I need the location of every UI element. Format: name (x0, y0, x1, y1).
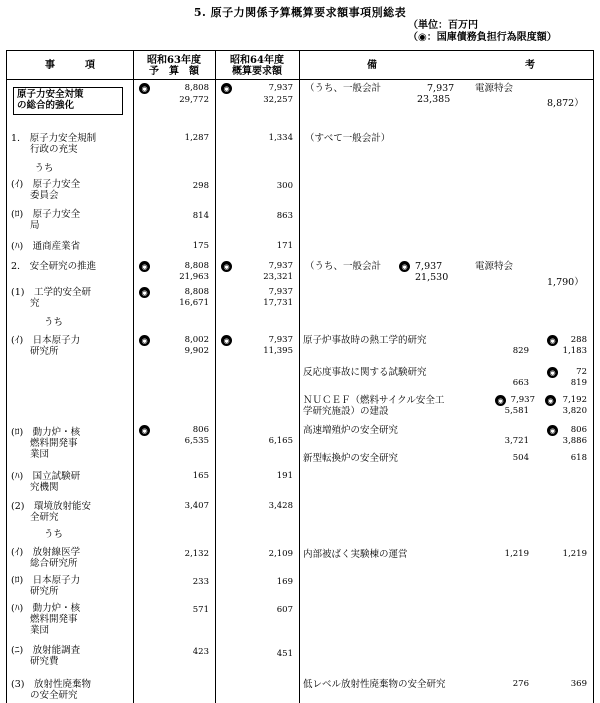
fy63-amount: 814 (192, 211, 209, 221)
unit-line-1: （単位：百万円 (408, 20, 478, 31)
fy64-debt: 7,937 (268, 261, 293, 271)
marker-icon: ◉ (547, 425, 558, 436)
row-label-4: (ﾛ) 原子力安全 局 (11, 209, 81, 231)
remark-value: 1,219 (562, 549, 587, 559)
remark-text: ＮＵＣＥＦ（燃料サイクル安全工 (303, 395, 445, 406)
fy64-amount: 300 (276, 181, 293, 191)
remark-text: 高速増殖炉の安全研究 (303, 425, 399, 436)
fy63-amount: 423 (192, 647, 209, 657)
row-label-3: (ｲ) 原子力安全 委員会 (11, 179, 81, 201)
fy64-amount: 451 (276, 649, 293, 659)
remark-special: 電源特会 (475, 261, 514, 272)
remark-text: 原子炉事故時の熱工学的研究 (303, 335, 427, 346)
row-label-0: 原子力安全対策 の総合的強化 (17, 89, 84, 111)
header-item: 事 項 (45, 60, 95, 71)
fy63-amount: 29,772 (179, 95, 209, 105)
fy64-amount: 17,731 (263, 298, 293, 308)
marker-icon: ◉ (139, 287, 150, 298)
fy63-amount: 165 (192, 471, 209, 481)
row-label-8: うち (25, 317, 64, 328)
fy64-debt: 7,937 (268, 83, 293, 93)
row-label-1: 1. 原子力安全規制 行政の充実 (11, 133, 97, 155)
marker-icon: ◉ (221, 335, 232, 346)
remark-value: 1,219 (504, 549, 529, 559)
remark-value: 1,790） (547, 277, 584, 288)
fy63-debt: 806 (192, 425, 209, 435)
remark-value: 504 (512, 453, 529, 463)
remark-text: 新型転換炉の安全研究 (303, 453, 399, 464)
row-label-6: 2. 安全研究の推進 (11, 261, 97, 272)
remark-value: 3,721 (504, 436, 529, 446)
row-label-9: (ｲ) 日本原子力 研究所 (11, 335, 81, 357)
row-label-15: (ﾛ) 日本原子力 研究所 (11, 575, 81, 597)
header-fy64-line2: 概算要求額 (232, 66, 282, 77)
fy64-debt: 7,937 (268, 335, 293, 345)
remark-value: 7,937 (510, 395, 535, 405)
fy64-amount: 2,109 (268, 549, 293, 559)
marker-icon: ◉ (139, 261, 150, 272)
header-fy64-line1: 昭和64年度 (230, 55, 284, 66)
fy63-amount: 3,407 (184, 501, 209, 511)
remark-text: 反応度事故に関する試験研究 (303, 367, 427, 378)
header-fy63-line1: 昭和63年度 (147, 55, 201, 66)
remark-value: 23,385 (417, 94, 451, 105)
marker-icon: ◉ (139, 425, 150, 436)
fy64-amount: 863 (276, 211, 293, 221)
marker-icon: ◉ (399, 261, 410, 272)
row-label-14: (ｲ) 放射線医学 総合研究所 (11, 547, 81, 569)
fy63-debt: 8,808 (184, 287, 209, 297)
marker-icon: ◉ (547, 367, 558, 378)
fy63-amount: 2,132 (184, 549, 209, 559)
remark-general: （うち、一般会計 (305, 83, 382, 94)
remark-value: 1,183 (562, 346, 587, 356)
row-label-18: (3) 放射性廃棄物 の安全研究 (11, 679, 91, 701)
remark-value: 618 (570, 453, 587, 463)
row-label-12: (2) 環境放射能安 全研究 (11, 501, 91, 523)
header-fy63 (133, 55, 215, 77)
remark-special: 電源特会 (475, 83, 514, 94)
row-label-17: (ﾆ) 放射能調査 研究費 (11, 645, 81, 667)
fy64-amount: 6,165 (268, 436, 293, 446)
fy63-amount: 6,535 (184, 436, 209, 446)
fy64-amount: 11,395 (263, 346, 293, 356)
row-label-16: (ﾊ) 動力炉・核 燃料開発事 業団 (11, 603, 81, 636)
fy63-amount: 16,671 (179, 298, 209, 308)
remark-text: 低レベル放射性廃棄物の安全研究 (303, 679, 446, 690)
remark-value: 3,820 (562, 406, 587, 416)
fy64-debt: 7,937 (268, 287, 293, 297)
marker-icon: ◉ (221, 83, 232, 94)
marker-icon: ◉ (495, 395, 506, 406)
fy63-debt: 8,808 (184, 83, 209, 93)
remark-value: 288 (570, 335, 587, 345)
fy64-amount: 171 (276, 241, 293, 251)
fy63-amount: 9,902 (184, 346, 209, 356)
remark-text: （すべて一般会計） (305, 133, 391, 144)
fy64-amount: 1,334 (268, 133, 293, 143)
row-label-2: うち (25, 163, 54, 174)
fy63-amount: 21,963 (179, 272, 209, 282)
remark-value: 21,530 (415, 272, 449, 283)
unit-line-2: （◉：国庫債務負担行為限度額） (408, 32, 557, 43)
fy63-amount: 233 (192, 577, 209, 587)
fy63-debt: 8,002 (184, 335, 209, 345)
remark-value: 3,886 (562, 436, 587, 446)
row-label-11: (ﾊ) 国立試験研 究機関 (11, 471, 81, 493)
marker-icon: ◉ (545, 395, 556, 406)
col-divider-2 (215, 51, 216, 703)
row-label-13: うち (25, 529, 64, 540)
remark-value: 7,937 (415, 261, 443, 272)
remark-value: 819 (570, 378, 587, 388)
fy64-amount: 23,321 (263, 272, 293, 282)
remark-value: 5,581 (504, 406, 529, 416)
fy63-amount: 571 (192, 605, 209, 615)
header-remarks-a: 備 (367, 60, 377, 71)
fy63-amount: 175 (192, 241, 209, 251)
header-fy63-line2: 予 算 額 (149, 66, 199, 77)
col-divider-1 (133, 51, 134, 703)
fy64-amount: 191 (276, 471, 293, 481)
remark-value: 369 (570, 679, 587, 689)
marker-icon: ◉ (139, 83, 150, 94)
marker-icon: ◉ (547, 335, 558, 346)
header-remarks-b: 考 (525, 60, 535, 71)
fy64-amount: 3,428 (268, 501, 293, 511)
remark-value: 7,937 (427, 83, 455, 94)
fy64-amount: 607 (276, 605, 293, 615)
marker-icon: ◉ (221, 261, 232, 272)
remark-value: 829 (512, 346, 529, 356)
row-label-5: (ﾊ) 通商産業省 (11, 241, 81, 252)
row-label-7: (1) 工学的安全研 究 (11, 287, 91, 309)
remark-text: 内部被ばく実験棟の運営 (303, 549, 408, 560)
fy63-amount: 1,287 (184, 133, 209, 143)
fy63-amount: 298 (192, 181, 209, 191)
unit-note (408, 20, 557, 44)
fy64-amount: 169 (276, 577, 293, 587)
remark-value: 72 (576, 367, 587, 377)
document-title: 5. 原子力関係予算概算要求額事項別総表 (193, 6, 407, 19)
remark-value: 663 (512, 378, 529, 388)
remark-value: 276 (512, 679, 529, 689)
fy63-debt: 8,808 (184, 261, 209, 271)
row-label-10: (ﾛ) 動力炉・核 燃料開発事 業団 (11, 427, 81, 460)
col-divider-3 (299, 51, 300, 703)
remark-value: 8,872） (547, 98, 584, 109)
fy64-amount: 32,257 (263, 95, 293, 105)
remark-value: 7,192 (562, 395, 587, 405)
marker-icon: ◉ (139, 335, 150, 346)
remark-text: 学研究施設）の建設 (303, 406, 389, 417)
header-divider (7, 79, 593, 80)
remark-value: 806 (570, 425, 587, 435)
remark-general: （うち、一般会計 (305, 261, 382, 272)
header-fy64 (215, 55, 299, 77)
budget-table (6, 50, 594, 703)
